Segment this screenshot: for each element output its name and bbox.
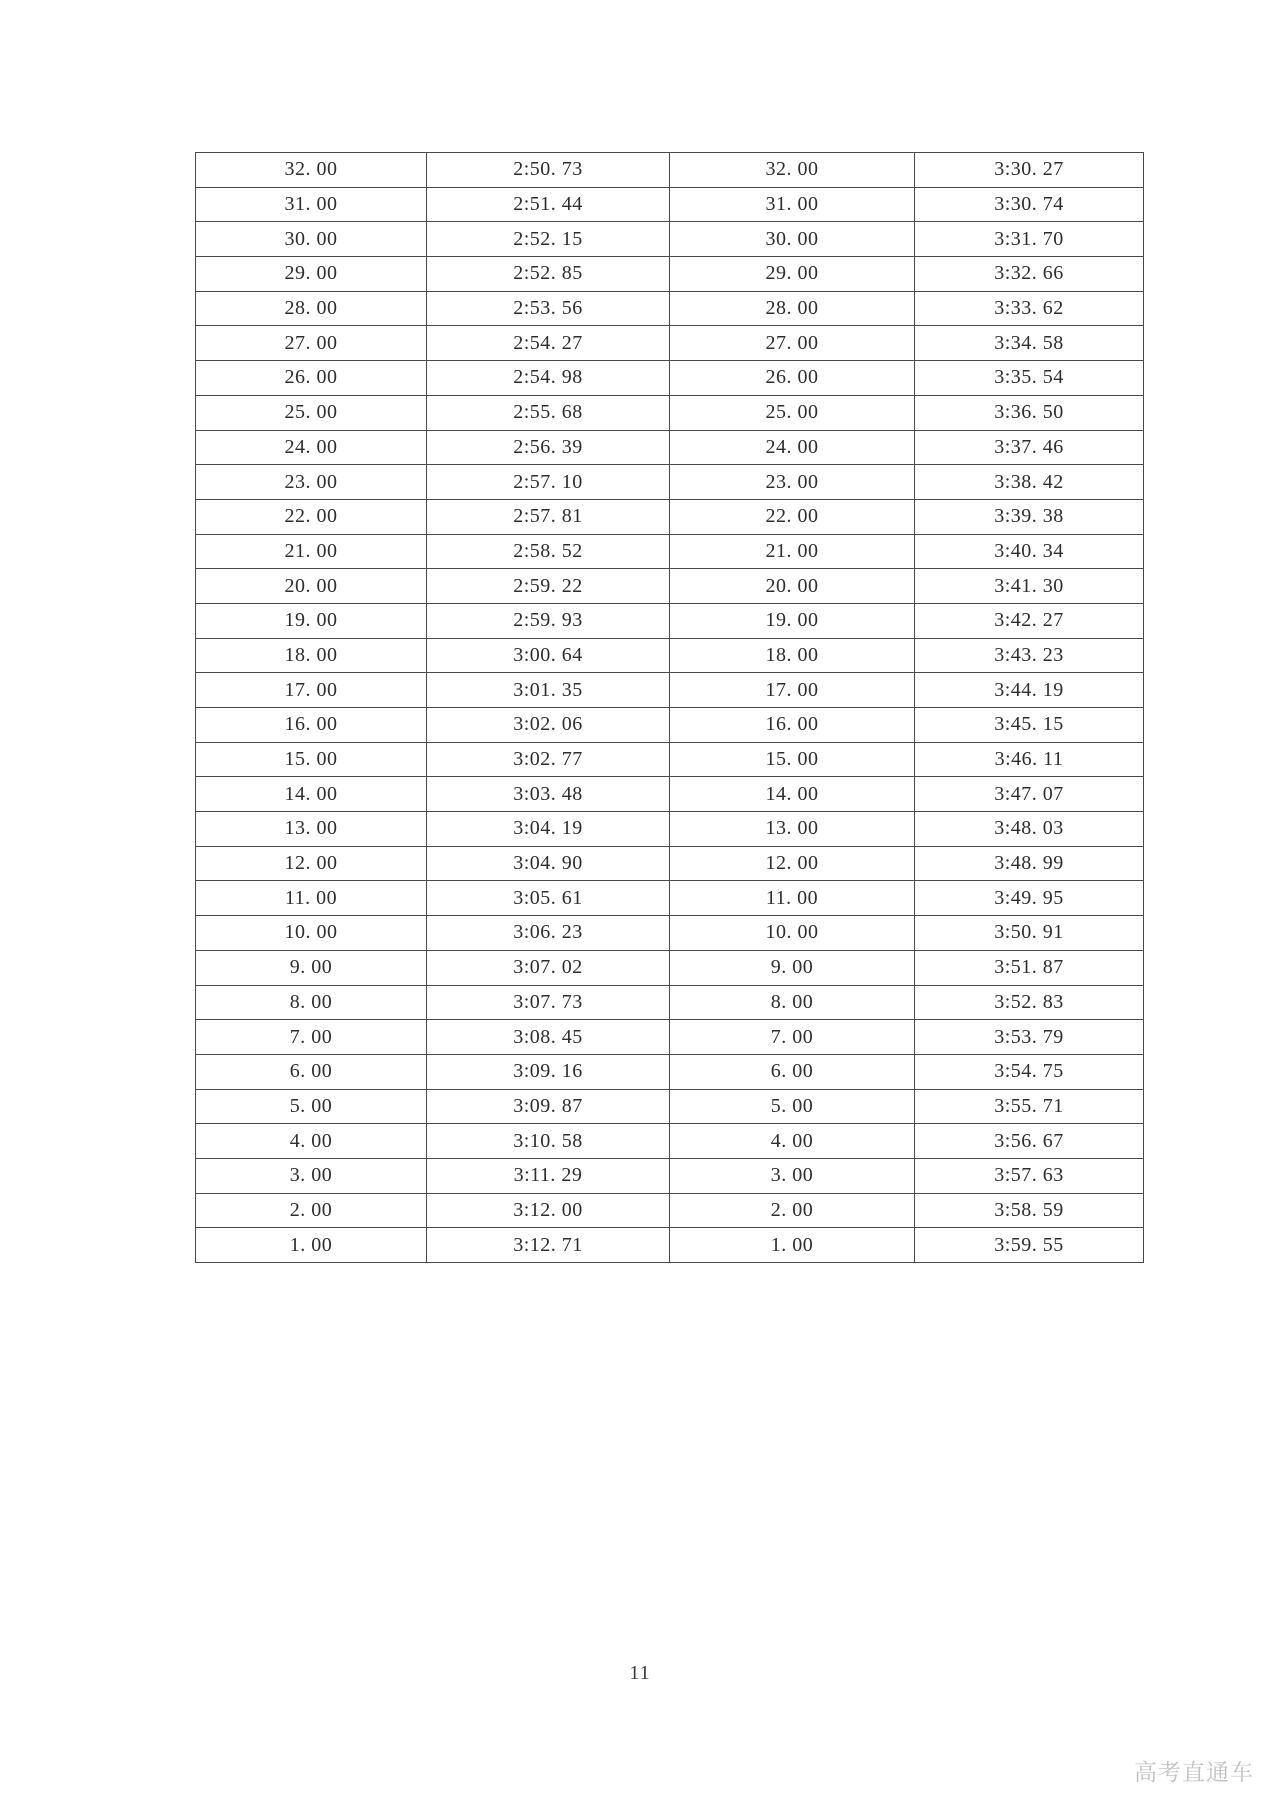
time-cell: 3:01. 35 [427, 673, 670, 708]
time-cell: 3:03. 48 [427, 777, 670, 812]
time-cell: 2:53. 56 [427, 291, 670, 326]
score-cell: 20. 00 [670, 569, 915, 604]
table-row [196, 534, 1144, 569]
table-row [196, 222, 1144, 257]
score-cell: 17. 00 [196, 673, 427, 708]
time-cell: 3:42. 27 [915, 603, 1144, 638]
score-cell: 24. 00 [670, 430, 915, 465]
score-cell: 30. 00 [196, 222, 427, 257]
score-cell: 5. 00 [196, 1089, 427, 1124]
time-cell: 3:49. 95 [915, 881, 1144, 916]
time-cell: 3:44. 19 [915, 673, 1144, 708]
time-cell: 3:07. 02 [427, 950, 670, 985]
score-cell: 3. 00 [196, 1158, 427, 1193]
score-cell: 16. 00 [196, 708, 427, 743]
score-cell: 11. 00 [670, 881, 915, 916]
score-cell: 4. 00 [670, 1124, 915, 1159]
table-row [196, 257, 1144, 292]
time-cell: 3:56. 67 [915, 1124, 1144, 1159]
table-row [196, 153, 1144, 188]
score-cell: 15. 00 [670, 742, 915, 777]
table-row [196, 846, 1144, 881]
time-cell: 3:04. 90 [427, 846, 670, 881]
time-cell: 3:38. 42 [915, 465, 1144, 500]
time-cell: 3:58. 59 [915, 1193, 1144, 1228]
time-cell: 2:51. 44 [427, 187, 670, 222]
table-row [196, 985, 1144, 1020]
time-cell: 3:40. 34 [915, 534, 1144, 569]
score-cell: 30. 00 [670, 222, 915, 257]
score-cell: 2. 00 [196, 1193, 427, 1228]
time-cell: 3:41. 30 [915, 569, 1144, 604]
score-cell: 29. 00 [670, 257, 915, 292]
score-cell: 18. 00 [196, 638, 427, 673]
table-row [196, 1089, 1144, 1124]
score-cell: 9. 00 [670, 950, 915, 985]
time-cell: 3:02. 77 [427, 742, 670, 777]
score-cell: 26. 00 [196, 361, 427, 396]
score-cell: 25. 00 [670, 395, 915, 430]
score-cell: 12. 00 [670, 846, 915, 881]
time-cell: 3:43. 23 [915, 638, 1144, 673]
time-cell: 3:11. 29 [427, 1158, 670, 1193]
score-cell: 10. 00 [670, 916, 915, 951]
time-cell: 3:47. 07 [915, 777, 1144, 812]
table-row [196, 1054, 1144, 1089]
time-cell: 2:54. 98 [427, 361, 670, 396]
score-cell: 6. 00 [670, 1054, 915, 1089]
score-cell: 29. 00 [196, 257, 427, 292]
time-cell: 3:04. 19 [427, 812, 670, 847]
time-cell: 2:55. 68 [427, 395, 670, 430]
score-cell: 5. 00 [670, 1089, 915, 1124]
time-cell: 2:59. 22 [427, 569, 670, 604]
score-cell: 20. 00 [196, 569, 427, 604]
score-cell: 13. 00 [670, 812, 915, 847]
time-cell: 3:51. 87 [915, 950, 1144, 985]
score-table-body [196, 153, 1144, 1263]
time-cell: 3:37. 46 [915, 430, 1144, 465]
score-cell: 1. 00 [196, 1228, 427, 1263]
page-number: 11 [629, 1662, 651, 1684]
table-row [196, 1158, 1144, 1193]
watermark-text: 高考直通车 [1134, 1759, 1254, 1785]
table-row [196, 465, 1144, 500]
time-cell: 3:06. 23 [427, 916, 670, 951]
table-row [196, 1228, 1144, 1263]
score-cell: 13. 00 [196, 812, 427, 847]
time-cell: 3:54. 75 [915, 1054, 1144, 1089]
table-row [196, 742, 1144, 777]
time-cell: 2:57. 81 [427, 499, 670, 534]
score-cell: 11. 00 [196, 881, 427, 916]
score-cell: 10. 00 [196, 916, 427, 951]
time-cell: 2:52. 85 [427, 257, 670, 292]
table-row [196, 569, 1144, 604]
table-row [196, 812, 1144, 847]
score-cell: 14. 00 [196, 777, 427, 812]
time-cell: 3:35. 54 [915, 361, 1144, 396]
time-cell: 3:39. 38 [915, 499, 1144, 534]
score-cell: 21. 00 [196, 534, 427, 569]
score-cell: 8. 00 [670, 985, 915, 1020]
table-row [196, 916, 1144, 951]
score-cell: 14. 00 [670, 777, 915, 812]
table-row [196, 638, 1144, 673]
time-cell: 3:36. 50 [915, 395, 1144, 430]
time-cell: 3:30. 74 [915, 187, 1144, 222]
score-cell: 22. 00 [670, 499, 915, 534]
score-cell: 31. 00 [196, 187, 427, 222]
time-cell: 3:07. 73 [427, 985, 670, 1020]
time-cell: 2:52. 15 [427, 222, 670, 257]
score-cell: 32. 00 [670, 153, 915, 188]
table-row [196, 187, 1144, 222]
time-cell: 3:09. 16 [427, 1054, 670, 1089]
time-cell: 3:33. 62 [915, 291, 1144, 326]
score-cell: 15. 00 [196, 742, 427, 777]
score-cell: 25. 00 [196, 395, 427, 430]
table-row [196, 326, 1144, 361]
score-cell: 32. 00 [196, 153, 427, 188]
time-cell: 2:58. 52 [427, 534, 670, 569]
time-cell: 3:48. 03 [915, 812, 1144, 847]
score-cell: 27. 00 [670, 326, 915, 361]
score-cell: 7. 00 [196, 1020, 427, 1055]
time-cell: 3:10. 58 [427, 1124, 670, 1159]
time-cell: 3:32. 66 [915, 257, 1144, 292]
time-cell: 3:00. 64 [427, 638, 670, 673]
time-cell: 2:57. 10 [427, 465, 670, 500]
score-time-table [195, 152, 1144, 1263]
score-cell: 31. 00 [670, 187, 915, 222]
score-cell: 24. 00 [196, 430, 427, 465]
score-cell: 8. 00 [196, 985, 427, 1020]
score-cell: 23. 00 [670, 465, 915, 500]
score-cell: 2. 00 [670, 1193, 915, 1228]
time-cell: 3:57. 63 [915, 1158, 1144, 1193]
score-cell: 27. 00 [196, 326, 427, 361]
score-cell: 19. 00 [670, 603, 915, 638]
table-row [196, 499, 1144, 534]
table-row [196, 881, 1144, 916]
time-cell: 2:50. 73 [427, 153, 670, 188]
time-cell: 3:52. 83 [915, 985, 1144, 1020]
score-cell: 7. 00 [670, 1020, 915, 1055]
time-cell: 3:08. 45 [427, 1020, 670, 1055]
time-cell: 2:56. 39 [427, 430, 670, 465]
time-cell: 3:55. 71 [915, 1089, 1144, 1124]
time-cell: 3:53. 79 [915, 1020, 1144, 1055]
score-cell: 1. 00 [670, 1228, 915, 1263]
table-row [196, 1124, 1144, 1159]
table-row [196, 1020, 1144, 1055]
score-cell: 9. 00 [196, 950, 427, 985]
score-cell: 12. 00 [196, 846, 427, 881]
table-row [196, 673, 1144, 708]
table-row [196, 777, 1144, 812]
time-cell: 2:59. 93 [427, 603, 670, 638]
score-cell: 23. 00 [196, 465, 427, 500]
time-cell: 3:12. 71 [427, 1228, 670, 1263]
time-cell: 3:05. 61 [427, 881, 670, 916]
score-cell: 22. 00 [196, 499, 427, 534]
table-row [196, 291, 1144, 326]
time-cell: 3:09. 87 [427, 1089, 670, 1124]
table-row [196, 950, 1144, 985]
table-row [196, 430, 1144, 465]
table-row [196, 361, 1144, 396]
time-cell: 3:50. 91 [915, 916, 1144, 951]
score-cell: 19. 00 [196, 603, 427, 638]
time-cell: 3:12. 00 [427, 1193, 670, 1228]
time-cell: 3:34. 58 [915, 326, 1144, 361]
time-cell: 3:02. 06 [427, 708, 670, 743]
time-cell: 3:31. 70 [915, 222, 1144, 257]
time-cell: 3:48. 99 [915, 846, 1144, 881]
score-cell: 16. 00 [670, 708, 915, 743]
score-cell: 28. 00 [196, 291, 427, 326]
time-cell: 2:54. 27 [427, 326, 670, 361]
score-cell: 21. 00 [670, 534, 915, 569]
time-cell: 3:30. 27 [915, 153, 1144, 188]
score-cell: 3. 00 [670, 1158, 915, 1193]
table-row [196, 603, 1144, 638]
score-cell: 17. 00 [670, 673, 915, 708]
score-cell: 4. 00 [196, 1124, 427, 1159]
score-cell: 6. 00 [196, 1054, 427, 1089]
time-cell: 3:59. 55 [915, 1228, 1144, 1263]
time-cell: 3:45. 15 [915, 708, 1144, 743]
time-cell: 3:46. 11 [915, 742, 1144, 777]
score-cell: 26. 00 [670, 361, 915, 396]
score-cell: 18. 00 [670, 638, 915, 673]
table-row [196, 395, 1144, 430]
score-cell: 28. 00 [670, 291, 915, 326]
table-row [196, 1193, 1144, 1228]
table-row [196, 708, 1144, 743]
